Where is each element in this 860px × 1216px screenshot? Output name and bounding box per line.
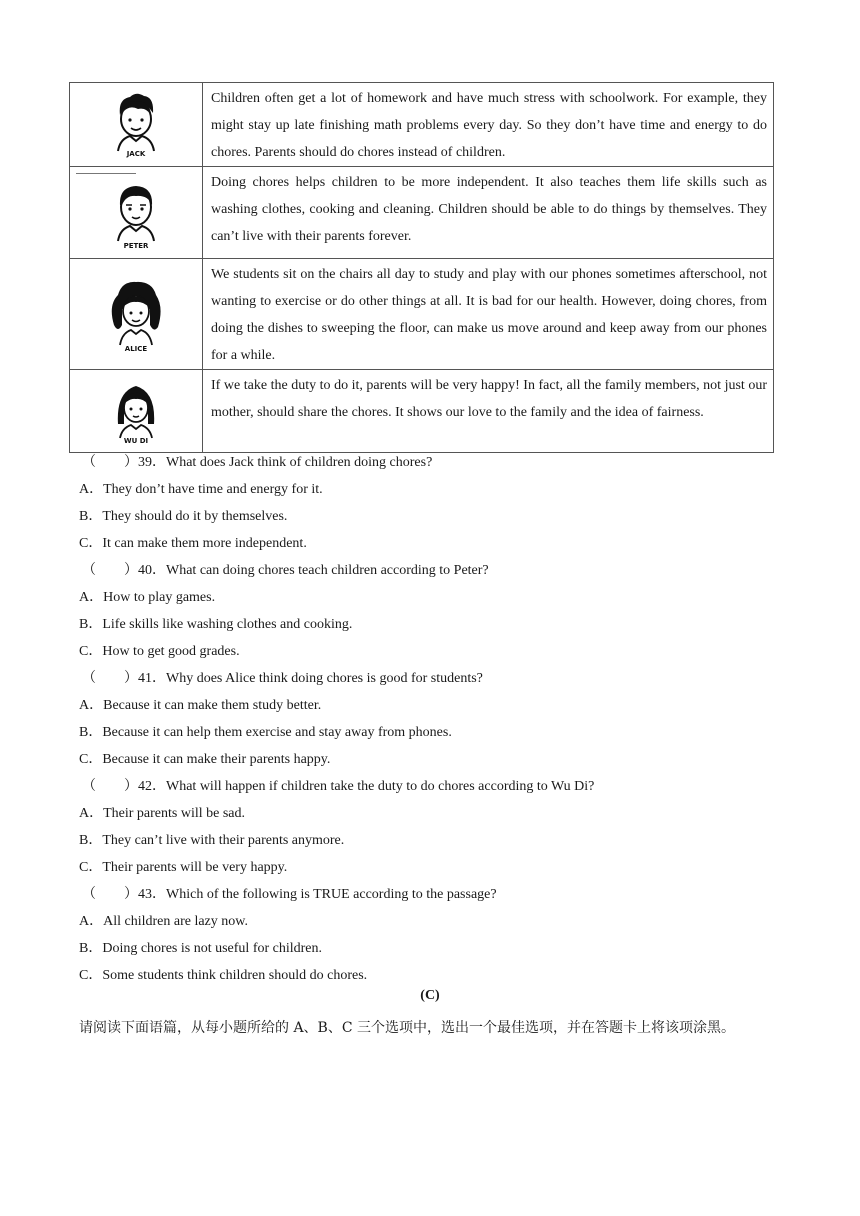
option-a[interactable]: A．All children are lazy now.	[79, 914, 248, 929]
girl-alice-avatar-icon	[104, 275, 168, 353]
section-instruction: 请阅读下面语篇，从每小题所给的 A、B、C 三个选项中，选出一个最佳选项，并在答题卡上将该项涂黑。	[79, 1020, 736, 1036]
opinion-text-jack: Children often get a lot of homework and have much stress with schoolwork. For example, they might stay up late finishing math problems every day. So they don’t have time and energy to do chores. Parents should do chores instead of children.	[203, 83, 774, 167]
opinion-text-alice: We students sit on the chairs all day to study and play with our phones sometimes afterschool, not wanting to exercise or do other things at all. It is bad for our health. However, doing chores, from doing the dishes to sweeping the floor, can make us move around and keep away from our phones for a while.	[203, 259, 774, 370]
option-b[interactable]: B．Doing chores is not useful for children.	[79, 941, 323, 956]
avatar-cell	[70, 83, 203, 167]
svg-text:ALICE: ALICE	[124, 344, 148, 353]
option-c[interactable]: C．It can make them more independent.	[79, 536, 307, 551]
boy-peter-avatar-icon	[106, 175, 166, 251]
avatar-cell	[70, 167, 203, 259]
question-stem: （ ）43．Which of the following is TRUE according to the passage?	[82, 887, 497, 902]
option-b[interactable]: B．They should do it by themselves.	[79, 509, 288, 524]
avatar-cell	[70, 259, 203, 370]
girl-wudi-avatar-icon	[106, 376, 166, 446]
option-b[interactable]: B．They can’t live with their parents anymore.	[79, 833, 345, 848]
question-stem: （ ）39．What does Jack think of children doing chores?	[82, 455, 433, 470]
question-41	[79, 665, 779, 773]
opinion-row-wudi	[70, 370, 774, 453]
svg-text:JACK: JACK	[126, 150, 146, 158]
question-stem: （ ）42．What will happen if children take the duty to do chores according to Wu Di?	[82, 779, 595, 794]
svg-text:PETER: PETER	[123, 241, 149, 250]
opinion-text-peter: Doing chores helps children to be more independent. It also teaches them life skills such as washing clothes, cooking and cleaning. Children should be able to do things by themselves. They can’t live with their parents forever.	[203, 167, 774, 259]
opinion-row-alice	[70, 259, 774, 370]
questions-list	[79, 449, 779, 989]
question-42	[79, 773, 779, 881]
option-a[interactable]: A．Their parents will be sad.	[79, 806, 246, 821]
option-a[interactable]: A．How to play games.	[79, 590, 216, 605]
option-b[interactable]: B．Life skills like washing clothes and cooking.	[79, 617, 353, 632]
opinions-table	[69, 82, 774, 453]
question-40	[79, 557, 779, 665]
question-stem: （ ）41．Why does Alice think doing chores is good for students?	[82, 671, 483, 686]
question-43	[79, 881, 779, 989]
option-b[interactable]: B．Because it can help them exercise and stay away from phones.	[79, 725, 452, 740]
option-a[interactable]: A．They don’t have time and energy for it.	[79, 482, 323, 497]
option-c[interactable]: C．How to get good grades.	[79, 644, 240, 659]
opinion-text-wudi: If we take the duty to do it, parents will be very happy! In fact, all the family members, not just our mother, should share the chores. It shows our love to the family and the idea of fairness.	[203, 370, 774, 453]
svg-text:WU DI: WU DI	[123, 437, 149, 445]
avatar-cell	[70, 370, 203, 453]
question-stem: （ ）40．What can doing chores teach children according to Peter?	[82, 563, 489, 578]
question-39	[79, 449, 779, 557]
section-title: (C)	[420, 988, 440, 1003]
option-c[interactable]: C．Their parents will be very happy.	[79, 860, 288, 875]
opinion-row-jack	[70, 83, 774, 167]
opinion-row-peter	[70, 167, 774, 259]
boy-jack-avatar-icon	[106, 89, 166, 159]
option-a[interactable]: A．Because it can make them study better.	[79, 698, 322, 713]
option-c[interactable]: C．Some students think children should do chores.	[79, 968, 368, 983]
option-c[interactable]: C．Because it can make their parents happy.	[79, 752, 331, 767]
